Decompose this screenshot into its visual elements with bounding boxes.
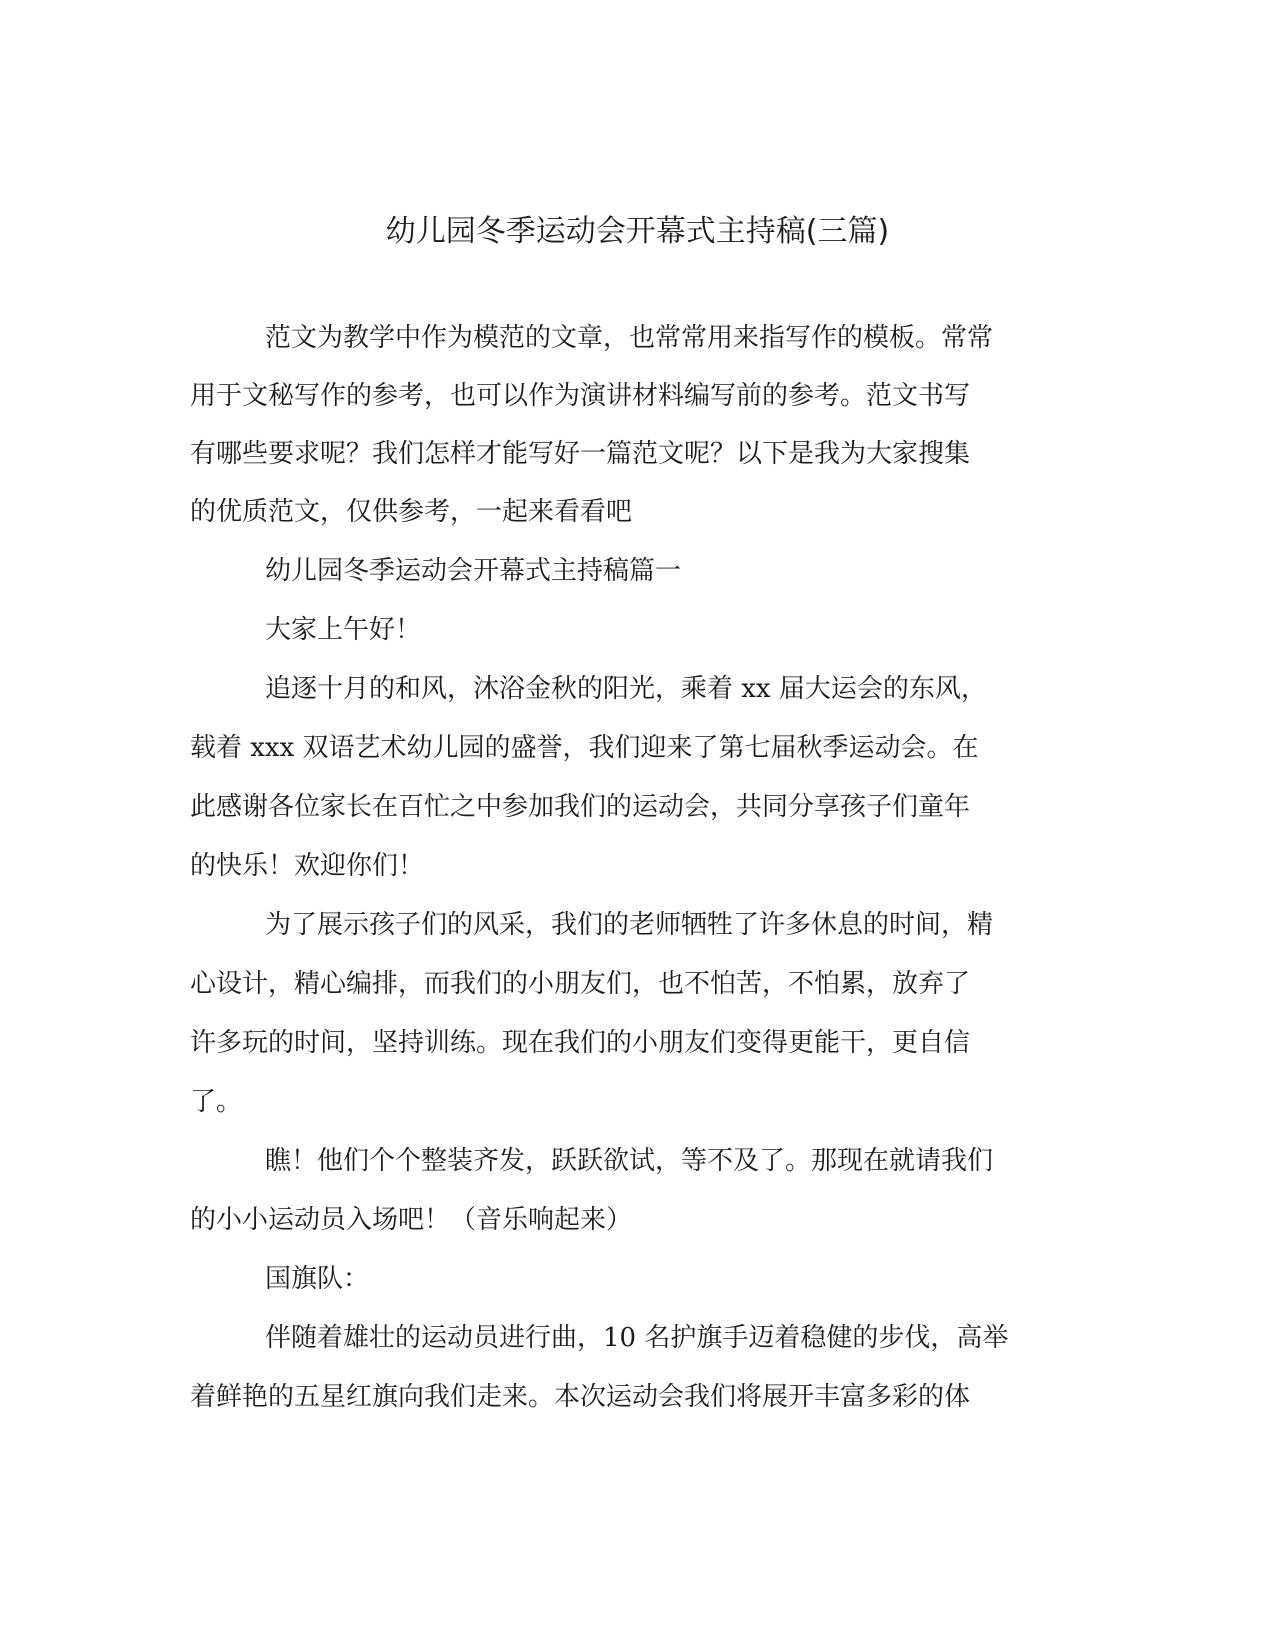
document-title: 幼儿园冬季运动会开幕式主持稿(三篇)	[385, 214, 890, 249]
paragraph-line: 大家上午好！	[265, 615, 422, 645]
paragraph-line: 的优质范文，仅供参考，一起来看看吧	[190, 497, 633, 527]
paragraph-line: 许多玩的时间，坚持训练。现在我们的小朋友们变得更能干，更自信	[190, 1028, 971, 1058]
section-heading: 幼儿园冬季运动会开幕式主持稿篇一	[265, 556, 682, 586]
paragraph-line: 伴随着雄壮的运动员进行曲，10 名护旗手迈着稳健的步伐，高举	[265, 1323, 1009, 1353]
paragraph-line: 瞧！他们个个整装齐发，跃跃欲试，等不及了。那现在就请我们	[265, 1146, 994, 1176]
paragraph-line: 范文为教学中作为模范的文章，也常常用来指写作的模板。常常	[265, 323, 994, 353]
paragraph-line: 的小小运动员入场吧！（音乐响起来）	[190, 1205, 633, 1235]
paragraph-line: 了。	[190, 1087, 243, 1117]
paragraph-line: 着鲜艳的五星红旗向我们走来。本次运动会我们将展开丰富多彩的体	[190, 1382, 971, 1412]
paragraph-line: 为了展示孩子们的风采，我们的老师牺牲了许多休息的时间，精	[265, 910, 994, 940]
paragraph-line: 国旗队：	[265, 1264, 370, 1294]
paragraph-line: 用于文秘写作的参考，也可以作为演讲材料编写前的参考。范文书写	[190, 381, 971, 411]
paragraph-line: 此感谢各位家长在百忙之中参加我们的运动会，共同分享孩子们童年	[190, 792, 971, 822]
paragraph-line: 追逐十月的和风，沐浴金秋的阳光，乘着 xx 届大运会的东风，	[265, 674, 987, 704]
paragraph-line: 载着 xxx 双语艺术幼儿园的盛誉，我们迎来了第七届秋季运动会。在	[190, 733, 979, 763]
paragraph-line: 心设计，精心编排，而我们的小朋友们，也不怕苦，不怕累，放弃了	[190, 969, 971, 999]
paragraph-line: 的快乐！欢迎你们！	[190, 851, 425, 881]
paragraph-line: 有哪些要求呢？我们怎样才能写好一篇范文呢？以下是我为大家搜集	[190, 439, 971, 469]
